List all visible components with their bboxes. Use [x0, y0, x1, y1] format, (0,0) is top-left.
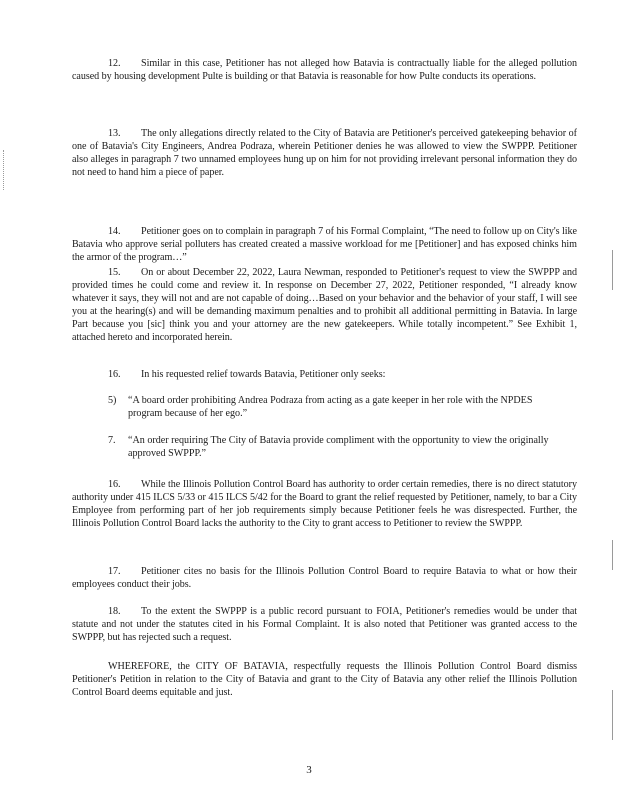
paragraph-18 [72, 605, 577, 644]
right-edge-scan-mark [612, 690, 613, 740]
paragraph-number: 15. [108, 267, 121, 278]
relief-item [96, 394, 566, 420]
right-edge-scan-mark [612, 250, 613, 290]
relief-item-text: “A board order prohibiting Andrea Podraza from acting as a gate keeper in her role with the NPDES program because of her ego.” [128, 395, 533, 419]
paragraph-number: 16. [108, 479, 121, 490]
paragraph-15 [72, 266, 577, 344]
paragraph-number: 17. [108, 566, 121, 577]
left-margin-scan-marks [3, 150, 5, 190]
paragraph-text: In his requested relief towards Batavia, Petitioner only seeks: [141, 369, 386, 380]
right-edge-scan-mark [612, 540, 613, 570]
relief-item-number: 5) [108, 395, 117, 406]
paragraph-number: 13. [108, 128, 121, 139]
paragraph-text: To the extent the SWPPP is a public record pursuant to FOIA, Petitioner's remedies would be under that statute and not under the statutes cited in his Formal Complaint. It is also noted that Petitioner was granted access to the SWPPP, but has rejected such a request. [72, 606, 577, 643]
paragraph-16-authority [72, 478, 577, 530]
relief-item-number: 7. [108, 435, 116, 446]
paragraph-14 [72, 225, 577, 264]
paragraph-number: 16. [108, 369, 121, 380]
paragraph-text: The only allegations directly related to the City of Batavia are Petitioner's perceived gatekeeping behavior of one of Batavia's City Engineers, Andrea Podraza, wherein Petitioner denies he was allowed to view the SWPPP. Petitioner also alleges in paragraph 7 two unnamed employees hung up on him for not providing irrelevant personal information they do not need to hand him a piece of paper. [72, 128, 577, 178]
page-number: 3 [306, 764, 312, 776]
paragraph-number: 14. [108, 226, 121, 237]
paragraph-number: 12. [108, 58, 121, 69]
paragraph-12 [72, 57, 577, 83]
paragraph-16-relief [72, 368, 577, 381]
paragraph-text: Petitioner goes on to complain in paragraph 7 of his Formal Complaint, “The need to follow up on City's like Batavia who approve serial polluters has created created a massive workload for me [Petitioner] and has exposed chinks him the armor of the program…” [72, 226, 577, 263]
paragraph-text: Petitioner cites no basis for the Illinois Pollution Control Board to require Batavia to what or how their employees conduct their jobs. [72, 566, 577, 590]
relief-item-text: “An order requiring The City of Batavia provide compliment with the opportunity to view the originally approved SWPPP.” [128, 435, 549, 459]
paragraph-text: On or about December 22, 2022, Laura Newman, responded to Petitioner's request to view the SWPPP and provided times he could come and review it. In response on December 27, 2022, Petitioner responded, “I already know whatever it says, they will not and are not capable of doing…Based on your behavior and the behavior of your staff, I will see you at the hearing(s) and will be demanding maximum penalties and to prohibit all additional permitting in Batavia. In large Part because you [sic] think you and your attorney are the new gatekeepers. While totally incompetent.” See Exhibit 1, attached hereto and incorporated herein. [72, 267, 577, 343]
paragraph-text: While the Illinois Pollution Control Board has authority to order certain remedies, there is no direct statutory authority under 415 ILCS 5/33 or 415 ILCS 5/42 for the Board to grant the relief requested by Petitioner, namely, to bar a City Employee from performing part of her job requirements simply because Petitioner feels he was disrespected. Further, the Illinois Pollution Control Board lacks the authority to the City to grant access to Petitioner to review the SWPPP. [72, 479, 577, 529]
paragraph-text: Similar in this case, Petitioner has not alleged how Batavia is contractually liable for the alleged pollution caused by housing development Pulte is building or that Batavia is reasonable for how Pulte conducts its operations. [72, 58, 577, 82]
paragraph-number: 18. [108, 606, 121, 617]
wherefore-clause: WHEREFORE, the CITY OF BATAVIA, respectfully requests the Illinois Pollution Control Board dismiss Petitioner's Petition in relation to the City of Batavia and grant to the City of Batavia any other relief the Illinois Pollution Control Board deems equitable and just. [72, 661, 577, 698]
relief-item [96, 434, 566, 460]
paragraph-13 [72, 127, 577, 179]
paragraph-17 [72, 565, 577, 591]
